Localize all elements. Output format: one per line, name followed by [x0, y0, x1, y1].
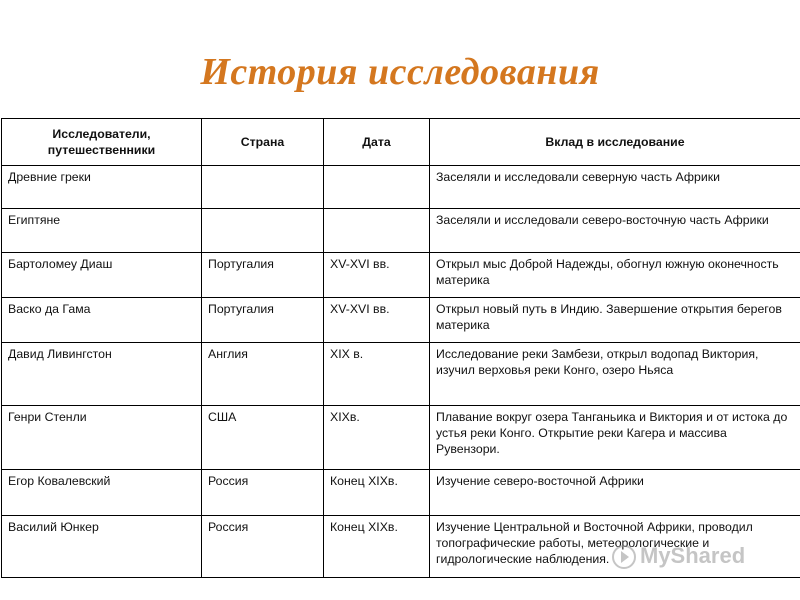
cell-date: XV-XVI вв.: [324, 253, 430, 298]
table-row: [2, 209, 800, 253]
cell-country: Россия: [202, 470, 324, 516]
cell-explorer: Давид Ливингстон: [2, 343, 202, 406]
page-title: История исследования: [200, 51, 600, 93]
table-row: [2, 406, 800, 470]
cell-contribution: Изучение Центральной и Восточной Африки, проводил топографические работы, метеорологические и гидрологические наблюдения.: [430, 516, 800, 578]
cell-country: Португалия: [202, 253, 324, 298]
header-country: Страна: [202, 119, 324, 166]
cell-country: Англия: [202, 343, 324, 406]
cell-date: XV-XVI вв.: [324, 298, 430, 343]
cell-date: Конец XIXв.: [324, 516, 430, 578]
table-header-row: [2, 119, 800, 166]
watermark: [612, 543, 745, 569]
cell-explorer: Генри Стенли: [2, 406, 202, 470]
table-row: [2, 298, 800, 343]
cell-country: Португалия: [202, 298, 324, 343]
header-date: Дата: [324, 119, 430, 166]
cell-country: [202, 166, 324, 209]
cell-contribution: Заселяли и исследовали северо-восточную часть Африки: [430, 209, 800, 253]
cell-date: XIX в.: [324, 343, 430, 406]
header-contribution: Вклад в исследование: [430, 119, 800, 166]
cell-explorer: Древние греки: [2, 166, 202, 209]
cell-country: Россия: [202, 516, 324, 578]
cell-explorer: Бартоломеу Диаш: [2, 253, 202, 298]
cell-explorer: Егор Ковалевский: [2, 470, 202, 516]
table-row: [2, 253, 800, 298]
table-row: [2, 166, 800, 209]
cell-contribution: Открыл мыс Доброй Надежды, обогнул южную оконечность материка: [430, 253, 800, 298]
cell-explorer: Египтяне: [2, 209, 202, 253]
play-icon: [612, 545, 636, 569]
cell-contribution: Плавание вокруг озера Танганьика и Виктория и от истока до устья реки Конго. Открытие реки Кагера и массива Рувензори.: [430, 406, 800, 470]
table-row: [2, 343, 800, 406]
watermark-text: MyShared: [640, 543, 746, 568]
cell-contribution: Изучение северо-восточной Африки: [430, 470, 800, 516]
cell-contribution: Исследование реки Замбези, открыл водопад Виктория, изучил верховья реки Конго, озеро Ньяса: [430, 343, 800, 406]
header-explorers: Исследователи, путешественники: [2, 119, 202, 166]
cell-contribution: Заселяли и исследовали северную часть Африки: [430, 166, 800, 209]
cell-country: США: [202, 406, 324, 470]
cell-date: XIXв.: [324, 406, 430, 470]
cell-contribution: Открыл новый путь в Индию. Завершение открытия берегов материка: [430, 298, 800, 343]
cell-date: Конец XIXв.: [324, 470, 430, 516]
history-table: [1, 118, 800, 578]
cell-explorer: Василий Юнкер: [2, 516, 202, 578]
cell-explorer: Васко да Гама: [2, 298, 202, 343]
cell-date: [324, 166, 430, 209]
cell-date: [324, 209, 430, 253]
table-row: [2, 470, 800, 516]
cell-country: [202, 209, 324, 253]
